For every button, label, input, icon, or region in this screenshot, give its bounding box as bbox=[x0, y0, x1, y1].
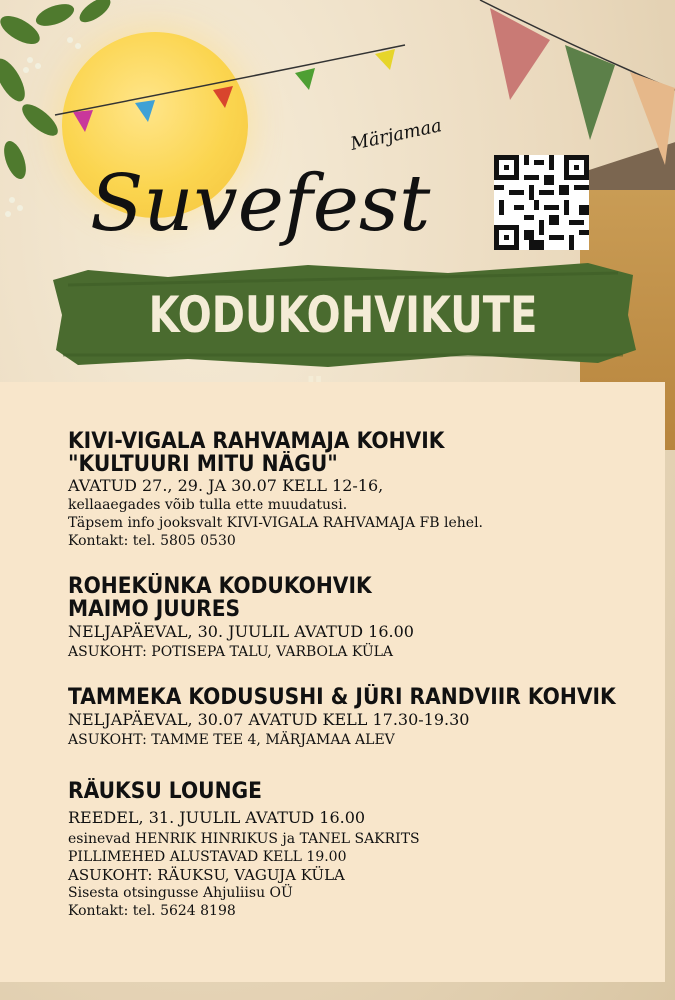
cafe-entry bbox=[68, 430, 483, 550]
suvefest-logo bbox=[90, 115, 444, 260]
cafe-hours: REEDEL, 31. JUULIL AVATUD 16.00 bbox=[68, 808, 366, 827]
cafe-location: ASUKOHT: POTISEPA TALU, VARBOLA KÜLA bbox=[68, 644, 394, 660]
cafe-title: KIVI-VIGALA RAHVAMAJA KOHVIK bbox=[68, 429, 445, 454]
cafe-contact: Kontakt: tel. 5805 0530 bbox=[68, 533, 236, 549]
brand-script-text: Suvefest bbox=[90, 159, 431, 249]
cafe-search-hint: Sisesta otsingusse Ahjuliisu OÜ bbox=[68, 885, 293, 901]
qr-code-icon[interactable] bbox=[494, 155, 589, 250]
brand-place-text: Märjamaa bbox=[348, 115, 444, 155]
cafe-entry bbox=[68, 686, 663, 749]
bunting-flags-right bbox=[480, 0, 675, 170]
cafe-entry bbox=[68, 575, 414, 661]
cafe-info: Täpsem info jooksvalt KIVI-VIGALA RAHVAMAJA FB lehel. bbox=[68, 515, 483, 531]
cafe-subtitle: MAIMO JUURES bbox=[68, 597, 241, 622]
cafe-title: TAMMEKA KODUSUSHI & JÜRI RANDVIIR KOHVIK bbox=[68, 685, 616, 710]
cafe-title: RÄUKSU LOUNGE bbox=[68, 779, 263, 804]
cafe-subtitle: "KULTUURI MITU NÄGU" bbox=[68, 452, 338, 477]
cafe-location: ASUKOHT: TAMME TEE 4, MÄRJAMAA ALEV bbox=[68, 732, 395, 748]
cafe-entry bbox=[68, 778, 420, 920]
cafe-note: kellaaegades võib tulla ette muudatusi. bbox=[68, 497, 348, 513]
cafe-location: ASUKOHT: RÄUKSU, VAGUJA KÜLA bbox=[68, 866, 345, 884]
cafe-hours: AVATUD 27., 29. JA 30.07 KELL 12-16, bbox=[68, 476, 384, 495]
banner-title: KODUKOHVIKUTE bbox=[148, 286, 538, 344]
cafe-note: PILLIMEHED ALUSTAVAD KELL 19.00 bbox=[68, 849, 347, 865]
cafe-title: ROHEKÜNKA KODUKOHVIK bbox=[68, 574, 372, 599]
cafe-hours: NELJAPÄEVAL, 30. JUULIL AVATUD 16.00 bbox=[68, 622, 414, 641]
cafe-performers: esinevad HENRIK HINRIKUS ja TANEL SAKRITS bbox=[68, 831, 420, 847]
cafe-hours: NELJAPÄEVAL, 30.07 AVATUD KELL 17.30-19.30 bbox=[68, 710, 470, 729]
cafe-contact: Kontakt: tel. 5624 8198 bbox=[68, 903, 236, 919]
